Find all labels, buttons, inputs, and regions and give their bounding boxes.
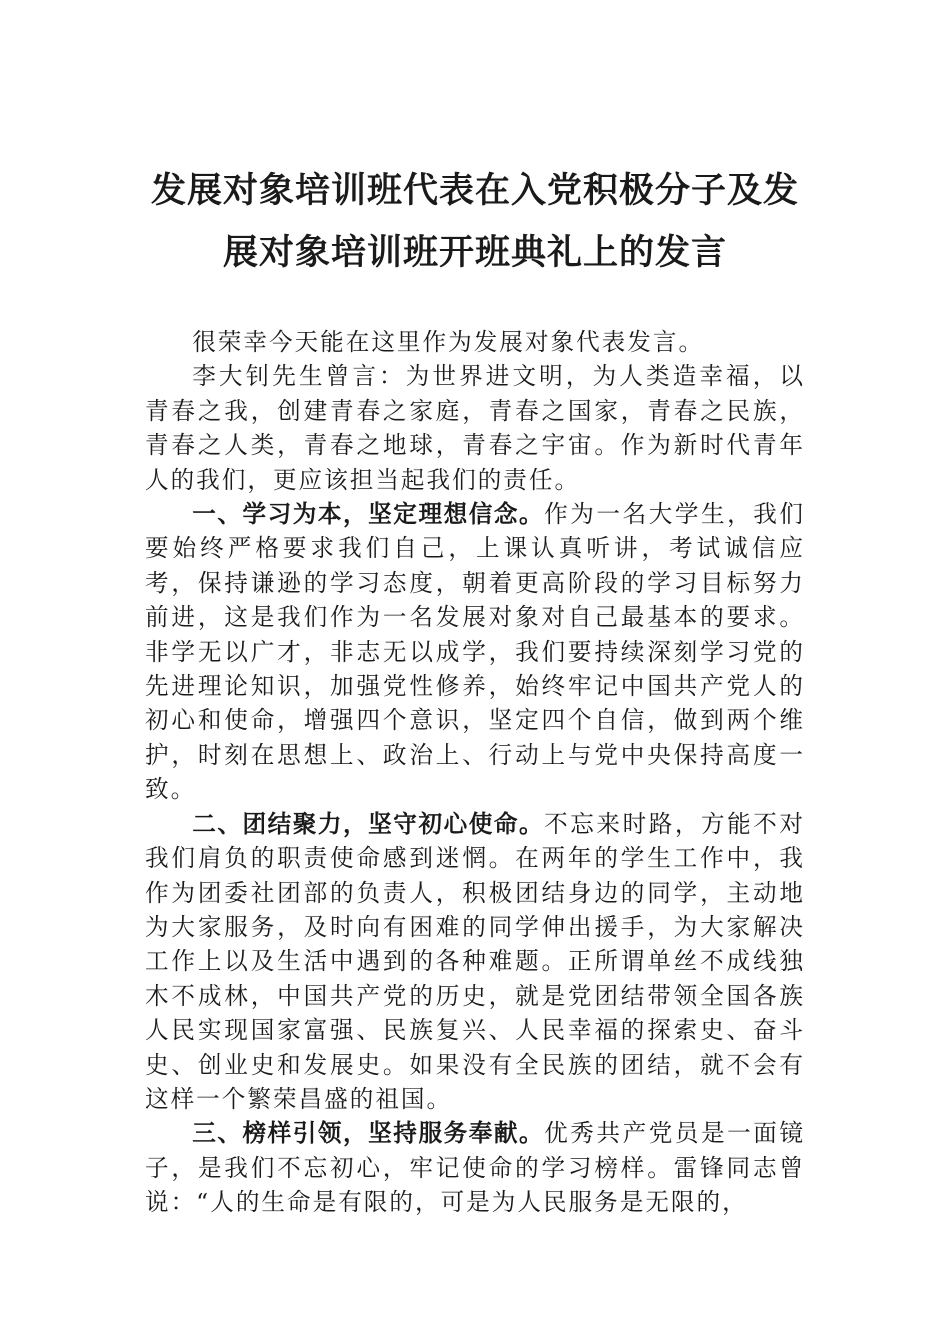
paragraph-text: 优秀共产党员是一面镜子，是我们不忘初心，牢记使命的学习榜样。雷锋同志曾说：“人的生命是有限的，可是为人民服务是无限的， xyxy=(145,1119,806,1217)
paragraph-text: 李大钊先生曾言：为世界进文明，为人类造幸福，以青春之我，创建青春之家庭，青春之国家，青春之民族，青春之人类，青春之地球，青春之宇宙。作为新时代青年人的我们，更应该担当起我们的责任。 xyxy=(145,362,805,494)
section-heading: 三、榜样引领，坚持服务奉献。 xyxy=(192,1119,545,1148)
paragraph-intro xyxy=(145,325,805,359)
document-title xyxy=(100,160,850,284)
section-heading: 二、团结聚力，坚守初心使命。 xyxy=(192,809,545,838)
paragraph-text: 不忘来时路，方能不对我们肩负的职责使命感到迷惘。在两年的学生工作中，我作为团委社团部的负责人，积极团结身边的同学，主动地为大家服务，及时向有困难的同学伸出援手，为大家解决工作上以及生活中遇到的各种难题。正所谓单丝不成线独木不成林，中国共产党的历史，就是党团结带领全国各族人民实现国家富强、民族复兴、人民幸福的探索史、奋斗史、创业史和发展史。如果没有全民族的团结，就不会有这样一个繁荣昌盛的祖国。 xyxy=(145,809,806,1113)
paragraph-quote xyxy=(145,359,805,497)
paragraph-section-2 xyxy=(145,807,805,1117)
paragraph-section-1 xyxy=(145,497,805,807)
document-title-line-1: 发展对象培训班代表在入党积极分子及发 xyxy=(150,170,799,211)
section-heading: 一、学习为本，坚定理想信念。 xyxy=(192,500,545,529)
document-title-line-2: 展对象培训班开班典礼上的发言 xyxy=(222,232,727,273)
paragraph-text: 作为一名大学生，我们要始终严格要求我们自己，上课认真听讲，考试诚信应考，保持谦逊的学习态度，朝着更高阶段的学习目标努力前进，这是我们作为一名发展对象对自己最基本的要求。非学无以广才，非志无以成学，我们要持续深刻学习党的先进理论知识，加强党性修养，始终牢记中国共产党人的初心和使命，增强四个意识，坚定四个自信，做到两个维护，时刻在思想上、政治上、行动上与党中央保持高度一致。 xyxy=(145,500,806,804)
paragraph-section-3 xyxy=(145,1116,805,1219)
document-body xyxy=(145,325,805,1220)
paragraph-text: 很荣幸今天能在这里作为发展对象代表发言。 xyxy=(192,328,705,356)
